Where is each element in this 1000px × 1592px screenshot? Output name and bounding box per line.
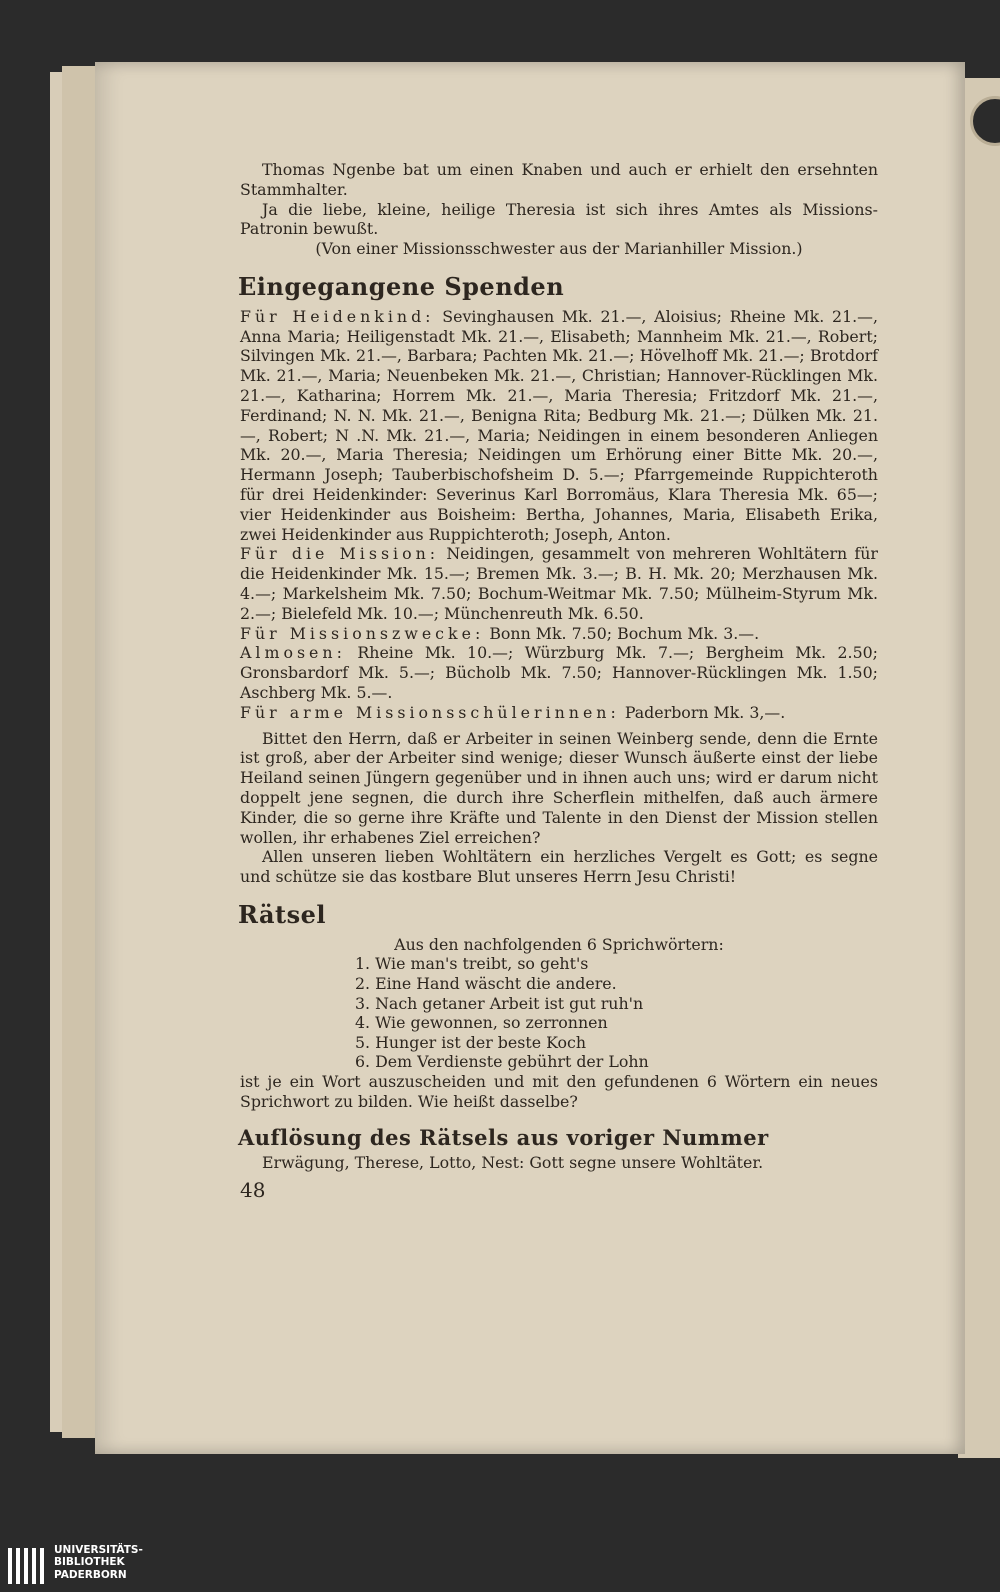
page-number: 48 [240, 1178, 266, 1203]
donation-label: Für Heidenkind: [240, 306, 435, 326]
library-footer [0, 1540, 1000, 1592]
donation-text: Neidingen, gesammelt von mehreren Wohltätern für die Heidenkinder Mk. 15.—; Bremen Mk. 3.—; B. H. Mk. 20; Merzhausen Mk. 4.—; Markelsheim Mk. 7.50; Bochum-Weitmar Mk. 7.50; Mülheim-Styrum Mk. 2.—; Bielefeld Mk. 10.—; Münchenreuth Mk. 6.50. [240, 544, 878, 623]
logo-line: BIBLIOTHEK [54, 1556, 125, 1569]
riddle-outro: ist je ein Wort auszuscheiden und mit den gefundenen 6 Wörtern ein neues Sprichwort zu bilden. Wie heißt dasselbe? [240, 1072, 878, 1111]
intro-paragraph: Thomas Ngenbe bat um einen Knaben und auch er erhielt den ersehnten Stammhalter. [240, 160, 878, 199]
donations-heading: Eingegangene Spenden [238, 271, 565, 301]
riddle-heading: Rätsel [238, 899, 327, 929]
appeal-paragraph: Bittet den Herrn, daß er Arbeiter in seinen Weinberg sende, denn die Ernte ist groß, aber der Arbeiter sind wenige; dieser Wunsch äußerte einst der liebe Heiland seinen Jüngern gegenüber und in ihnen auch uns; wird er darum nicht doppelt jene segnen, die durch ihre Scherflein mithelfen, daß auch ärmere Kinder, die so gerne ihre Kräfte und Talente in den Dienst der Mission stellen wollen, ihr erhabenes Ziel erreichen? [240, 728, 878, 847]
page-text [240, 160, 878, 1201]
donation-entry [240, 624, 878, 644]
intro-source: (Von einer Missionsschwester aus der Marianhiller Mission.) [315, 239, 803, 259]
logo-line: UNIVERSITÄTS- [54, 1544, 143, 1556]
donation-entry [240, 643, 878, 702]
riddle-item: 4. Wie gewonnen, so zerronnen [355, 1013, 608, 1033]
donation-text: Bonn Mk. 7.50; Bochum Mk. 3.—. [489, 623, 760, 643]
solution-text: Erwägung, Therese, Lotto, Nest: Gott segne unsere Wohltäter. [262, 1153, 764, 1173]
solution-heading: Auflösung des Rätsels aus voriger Nummer [238, 1124, 769, 1150]
intro-paragraph: Ja die liebe, kleine, heilige Theresia ist sich ihres Amtes als Missions-Patronin bewußt. [240, 199, 878, 239]
donation-label: Almosen: [240, 643, 346, 663]
donation-entry [240, 307, 878, 545]
donation-entry [240, 703, 878, 723]
donation-label: Für arme Missionsschülerinnen: [240, 702, 620, 722]
logo-line: PADERBORN [54, 1568, 127, 1581]
library-logo-text [54, 1544, 143, 1581]
donation-entry [240, 544, 878, 623]
donation-label: Für die Mission: [240, 544, 440, 564]
donation-text: Paderborn Mk. 3,—. [624, 702, 786, 722]
riddle-item: 6. Dem Verdienste gebührt der Lohn [355, 1052, 649, 1072]
donation-text: Rheine Mk. 10.—; Würzburg Mk. 7.—; Bergheim Mk. 2.50; Gronsbardorf Mk. 5.—; Bücholb Mk. 7.50; Hannover-Rücklingen Mk. 1.50; Aschberg Mk. 5.—. [240, 643, 878, 702]
riddle-item: 1. Wie man's treibt, so geht's [355, 954, 589, 974]
donation-text: Sevinghausen Mk. 21.—, Aloisius; Rheine Mk. 21.—, Anna Maria; Heiligenstadt Mk. 21.—, Elisabeth; Mannheim Mk. 21.—, Robert; Silvingen Mk. 21.—, Barbara; Pachten Mk. 21.—; Hövelhoff Mk. 21.—; Brotdorf Mk. 21.—, Maria; Neuenbeken Mk. 21.—, Christian; Hannover-Rücklingen Mk. 21.—, Katharina; Horrem Mk. 21.—, Maria Theresia; Fritzdorf Mk. 21.—, Ferdinand; N. N. Mk. 21.—, Benigna Rita; Bedburg Mk. 21.—; Dülken Mk. 21.—, Robert; N .N. Mk. 21.—, Maria; Neidingen in einem besonderen Anliegen Mk. 20.—, Maria Theresia; Neidingen um Erhörung einer Bitte Mk. 20.—, Hermann Joseph; Tauberbischofsheim D. 5.—; Pfarrgemeinde Ruppichteroth für drei Heidenkinder: Severinus Karl Borromäus, Klara Theresia Mk. 65—; vier Heidenkinder aus Boisheim: Bertha, Johannes, Maria, Elisabeth Erika, zwei Heidenkinder aus Ruppichteroth; Joseph, Anton. [240, 306, 878, 544]
riddle-intro: Aus den nachfolgenden 6 Sprichwörtern: [394, 934, 724, 954]
appeal-paragraph: Allen unseren lieben Wohltätern ein herzliches Vergelt es Gott; es segne und schütze sie das kostbare Blut unseres Herrn Jesu Christi! [240, 847, 878, 887]
riddle-item: 5. Hunger ist der beste Koch [355, 1032, 587, 1052]
riddle-item: 3. Nach getaner Arbeit ist gut ruh'n [355, 993, 644, 1013]
riddle-item: 2. Eine Hand wäscht die andere. [355, 974, 617, 994]
riddle-list [240, 954, 878, 1072]
library-logo-icon [8, 1548, 48, 1584]
donation-label: Für Missionszwecke: [240, 623, 485, 643]
